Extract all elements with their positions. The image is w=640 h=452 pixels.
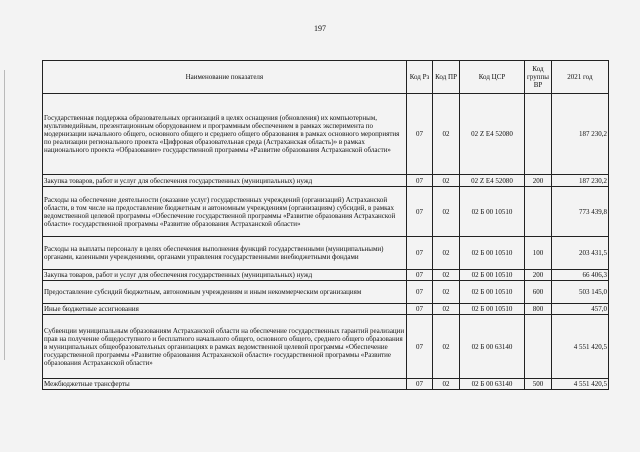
cell-pr: 02 <box>433 304 460 315</box>
cell-csr: 02 Б 00 10510 <box>459 187 524 237</box>
header-year: 2021 год <box>551 61 608 94</box>
cell-name: Субвенции муниципальным образованиям Астраханской области на обеспечение государственных гарантий реализации прав на получение общедоступного и бесплатного начального общего, основного общего, среднего общего образования в муниципальных общеобразовательных организациях в рамках ведомственной целевой программы «Обеспечение государственной программы «Развитие образования Астраханской области» государственной программы «Развитие образования Астраханской области» <box>43 315 407 379</box>
cell-vr <box>525 315 552 379</box>
cell-pr: 02 <box>433 94 460 175</box>
cell-pr: 02 <box>433 187 460 237</box>
header-rz: Код Рз <box>406 61 433 94</box>
table-row <box>43 315 609 379</box>
cell-vr: 600 <box>525 281 552 304</box>
cell-rz: 07 <box>406 281 433 304</box>
cell-name: Расходы на обеспечение деятельности (оказание услуг) государственных учреждений (организаций) Астраханской области, в том числе на предоставление бюджетным и автономным учреждениям (организациям) субсидий, в рамках ведомственной целевой программы «Обеспечение государственной программы «Развитие образования Астраханской области» государственной программы «Развитие образования Астраханской области» <box>43 187 407 237</box>
cell-name: Расходы на выплаты персоналу в целях обеспечения выполнения функций государственными (муниципальными) органами, казенными учреждениями, органами управления государственными внебюджетными фондами <box>43 237 407 270</box>
cell-name: Иные бюджетные ассигнования <box>43 304 407 315</box>
table-row <box>43 281 609 304</box>
cell-vr: 200 <box>525 175 552 187</box>
cell-value: 187 230,2 <box>551 175 608 187</box>
header-name: Наименование показателя <box>43 61 407 94</box>
cell-name: Закупка товаров, работ и услуг для обеспечения государственных (муниципальных) нужд <box>43 175 407 187</box>
cell-name: Предоставление субсидий бюджетным, автономным учреждениям и иным некоммерческим организациям <box>43 281 407 304</box>
cell-vr <box>525 187 552 237</box>
cell-value: 4 551 420,5 <box>551 379 608 390</box>
cell-vr: 800 <box>525 304 552 315</box>
cell-value: 4 551 420,5 <box>551 315 608 379</box>
cell-pr: 02 <box>433 281 460 304</box>
cell-pr: 02 <box>433 175 460 187</box>
cell-rz: 07 <box>406 315 433 379</box>
cell-csr: 02 Б 00 10510 <box>459 281 524 304</box>
cell-vr: 200 <box>525 270 552 281</box>
page-number: 197 <box>314 24 326 33</box>
cell-rz: 07 <box>406 175 433 187</box>
cell-rz: 07 <box>406 187 433 237</box>
cell-csr: 02 Б 00 10510 <box>459 237 524 270</box>
cell-rz: 07 <box>406 237 433 270</box>
cell-csr: 02 Б 00 63140 <box>459 315 524 379</box>
table-row <box>43 237 609 270</box>
cell-csr: 02 Б 00 10510 <box>459 304 524 315</box>
table-row <box>43 187 609 237</box>
cell-vr <box>525 94 552 175</box>
table-header-row <box>43 61 609 94</box>
cell-pr: 02 <box>433 379 460 390</box>
cell-value: 503 145,0 <box>551 281 608 304</box>
cell-value: 457,0 <box>551 304 608 315</box>
cell-rz: 07 <box>406 270 433 281</box>
table-row <box>43 270 609 281</box>
cell-pr: 02 <box>433 270 460 281</box>
cell-rz: 07 <box>406 94 433 175</box>
cell-rz: 07 <box>406 379 433 390</box>
cell-rz: 07 <box>406 304 433 315</box>
scan-margin-line <box>4 70 5 360</box>
cell-pr: 02 <box>433 237 460 270</box>
table-row <box>43 94 609 175</box>
cell-value: 773 439,8 <box>551 187 608 237</box>
cell-vr: 500 <box>525 379 552 390</box>
table-row <box>43 175 609 187</box>
header-csr: Код ЦСР <box>459 61 524 94</box>
cell-name: Межбюджетные трансферты <box>43 379 407 390</box>
cell-vr: 100 <box>525 237 552 270</box>
table-row <box>43 304 609 315</box>
cell-csr: 02 Z E4 52080 <box>459 175 524 187</box>
cell-pr: 02 <box>433 315 460 379</box>
cell-value: 187 230,2 <box>551 94 608 175</box>
header-vr: Код группы ВР <box>525 61 552 94</box>
budget-table <box>42 60 609 390</box>
table-row <box>43 379 609 390</box>
cell-name: Закупка товаров, работ и услуг для обеспечения государственных (муниципальных) нужд <box>43 270 407 281</box>
cell-csr: 02 Z E4 52080 <box>459 94 524 175</box>
cell-name: Государственная поддержка образовательных организаций в целях оснащения (обновления) их компьютерным, мультимедийным, презентационным оборудованием и программным обеспечением в рамках эксперимента по модернизации начального общего, основного общего и среднего общего образования в рамках основного мероприятия по реализации регионального проекта «Цифровая образовательная среда (Астраханская область)» в рамках национального проекта «Образование» государственной программы «Развитие образования Астраханской области» <box>43 94 407 175</box>
cell-csr: 02 Б 00 10510 <box>459 270 524 281</box>
header-pr: Код ПР <box>433 61 460 94</box>
cell-csr: 02 Б 00 63140 <box>459 379 524 390</box>
cell-value: 66 406,3 <box>551 270 608 281</box>
cell-value: 203 431,5 <box>551 237 608 270</box>
